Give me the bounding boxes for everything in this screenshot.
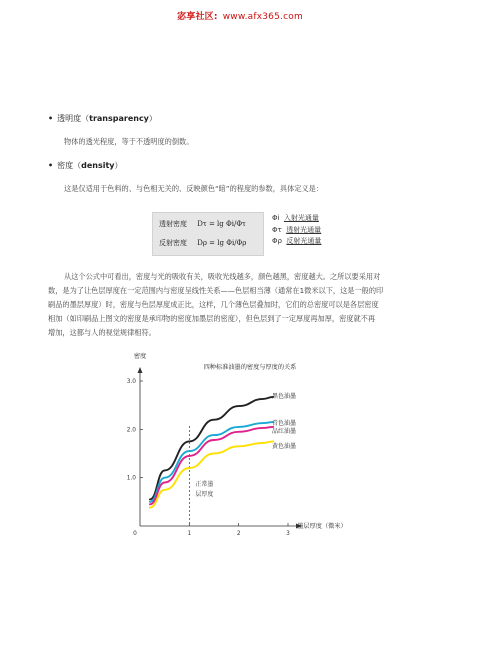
series-label: 青色油墨 [272,420,297,427]
bullet-dot: • [48,161,54,170]
heading-zh: 密度（ [57,161,82,170]
paragraph-line: 数，是为了让色层厚度在一定范围内与密度呈线性关系——色层相当薄（通常在1微米以下，这是一般的印 [48,286,384,295]
formula-label: 透射密度 [159,220,187,228]
def-symbol: Φρ [272,237,282,245]
y-axis-arrow [138,367,143,373]
x-tick-label: 0 [133,531,137,537]
site-url[interactable]: www.afx365.com [222,12,303,22]
y-tick-label: 2.0 [126,427,136,434]
density-text: 这是仅适用于色料的、与色相无关的、反映颜色“暗”的程度的参数，具体定义是： [64,184,324,193]
series-label: 黄色油墨 [272,443,297,450]
series-label: 黑色油墨 [272,393,297,400]
bullet-dot: • [48,114,54,123]
chart-title: 四种标准油墨的密度与厚度的关系 [203,364,297,371]
x-tick-label: 2 [236,531,241,537]
y-tick-label: 1.0 [126,475,136,482]
def-symbol: Φi [272,214,280,222]
heading-en: transparency [89,114,149,123]
formula-equation: Dτ = lg Φi/Φτ [197,220,246,228]
annotation-line: 正常墨 [195,481,214,488]
y-tick-label: 3.0 [126,379,136,385]
paragraph-line: 增加，这都与人的视觉规律相符。 [48,328,156,337]
paragraph-line: 从这个公式中可看出，密度与光的吸收有关，吸收光线越多，颜色越黑，密度越大。之所以要采用对 [64,272,381,281]
formula-label: 反射密度 [159,239,187,247]
def-text: 透射光通量 [286,225,322,234]
site-logo-text: 宓享社区: [177,12,218,22]
def-text: 反射光通量 [286,237,322,245]
heading-en: density [81,161,115,170]
heading-end: ） [148,114,157,123]
y-axis-label: 密度 [133,353,147,360]
def-text: 入射光通量 [283,214,319,222]
x-tick-label: 3 [286,531,290,537]
x-tick-label: 1 [187,531,192,537]
formula-equation: Dρ = lg Φi/Φρ [197,239,247,247]
def-symbol: Φτ [272,225,282,234]
heading-zh: 透明度（ [57,114,90,123]
annotation-line: 层厚度 [195,491,214,498]
heading-end: ） [114,161,123,170]
transparency-text: 物体的透光程度，等于不透明度的倒数。 [64,137,194,146]
paragraph-line: 刷品的墨层厚度）时，密度与色层厚度成正比，这样，几个薄色层叠加时，它们的总密度可以是各层密度 [48,300,379,309]
paragraph-line: 相加（如印刷品上图文的密度是承印物的密度加墨层的密度），但色层到了一定厚度再加厚，密度就不再 [48,314,376,323]
series-label: 品红油墨 [272,428,297,435]
x-axis-label: 墨层厚度（微米） [297,523,347,530]
